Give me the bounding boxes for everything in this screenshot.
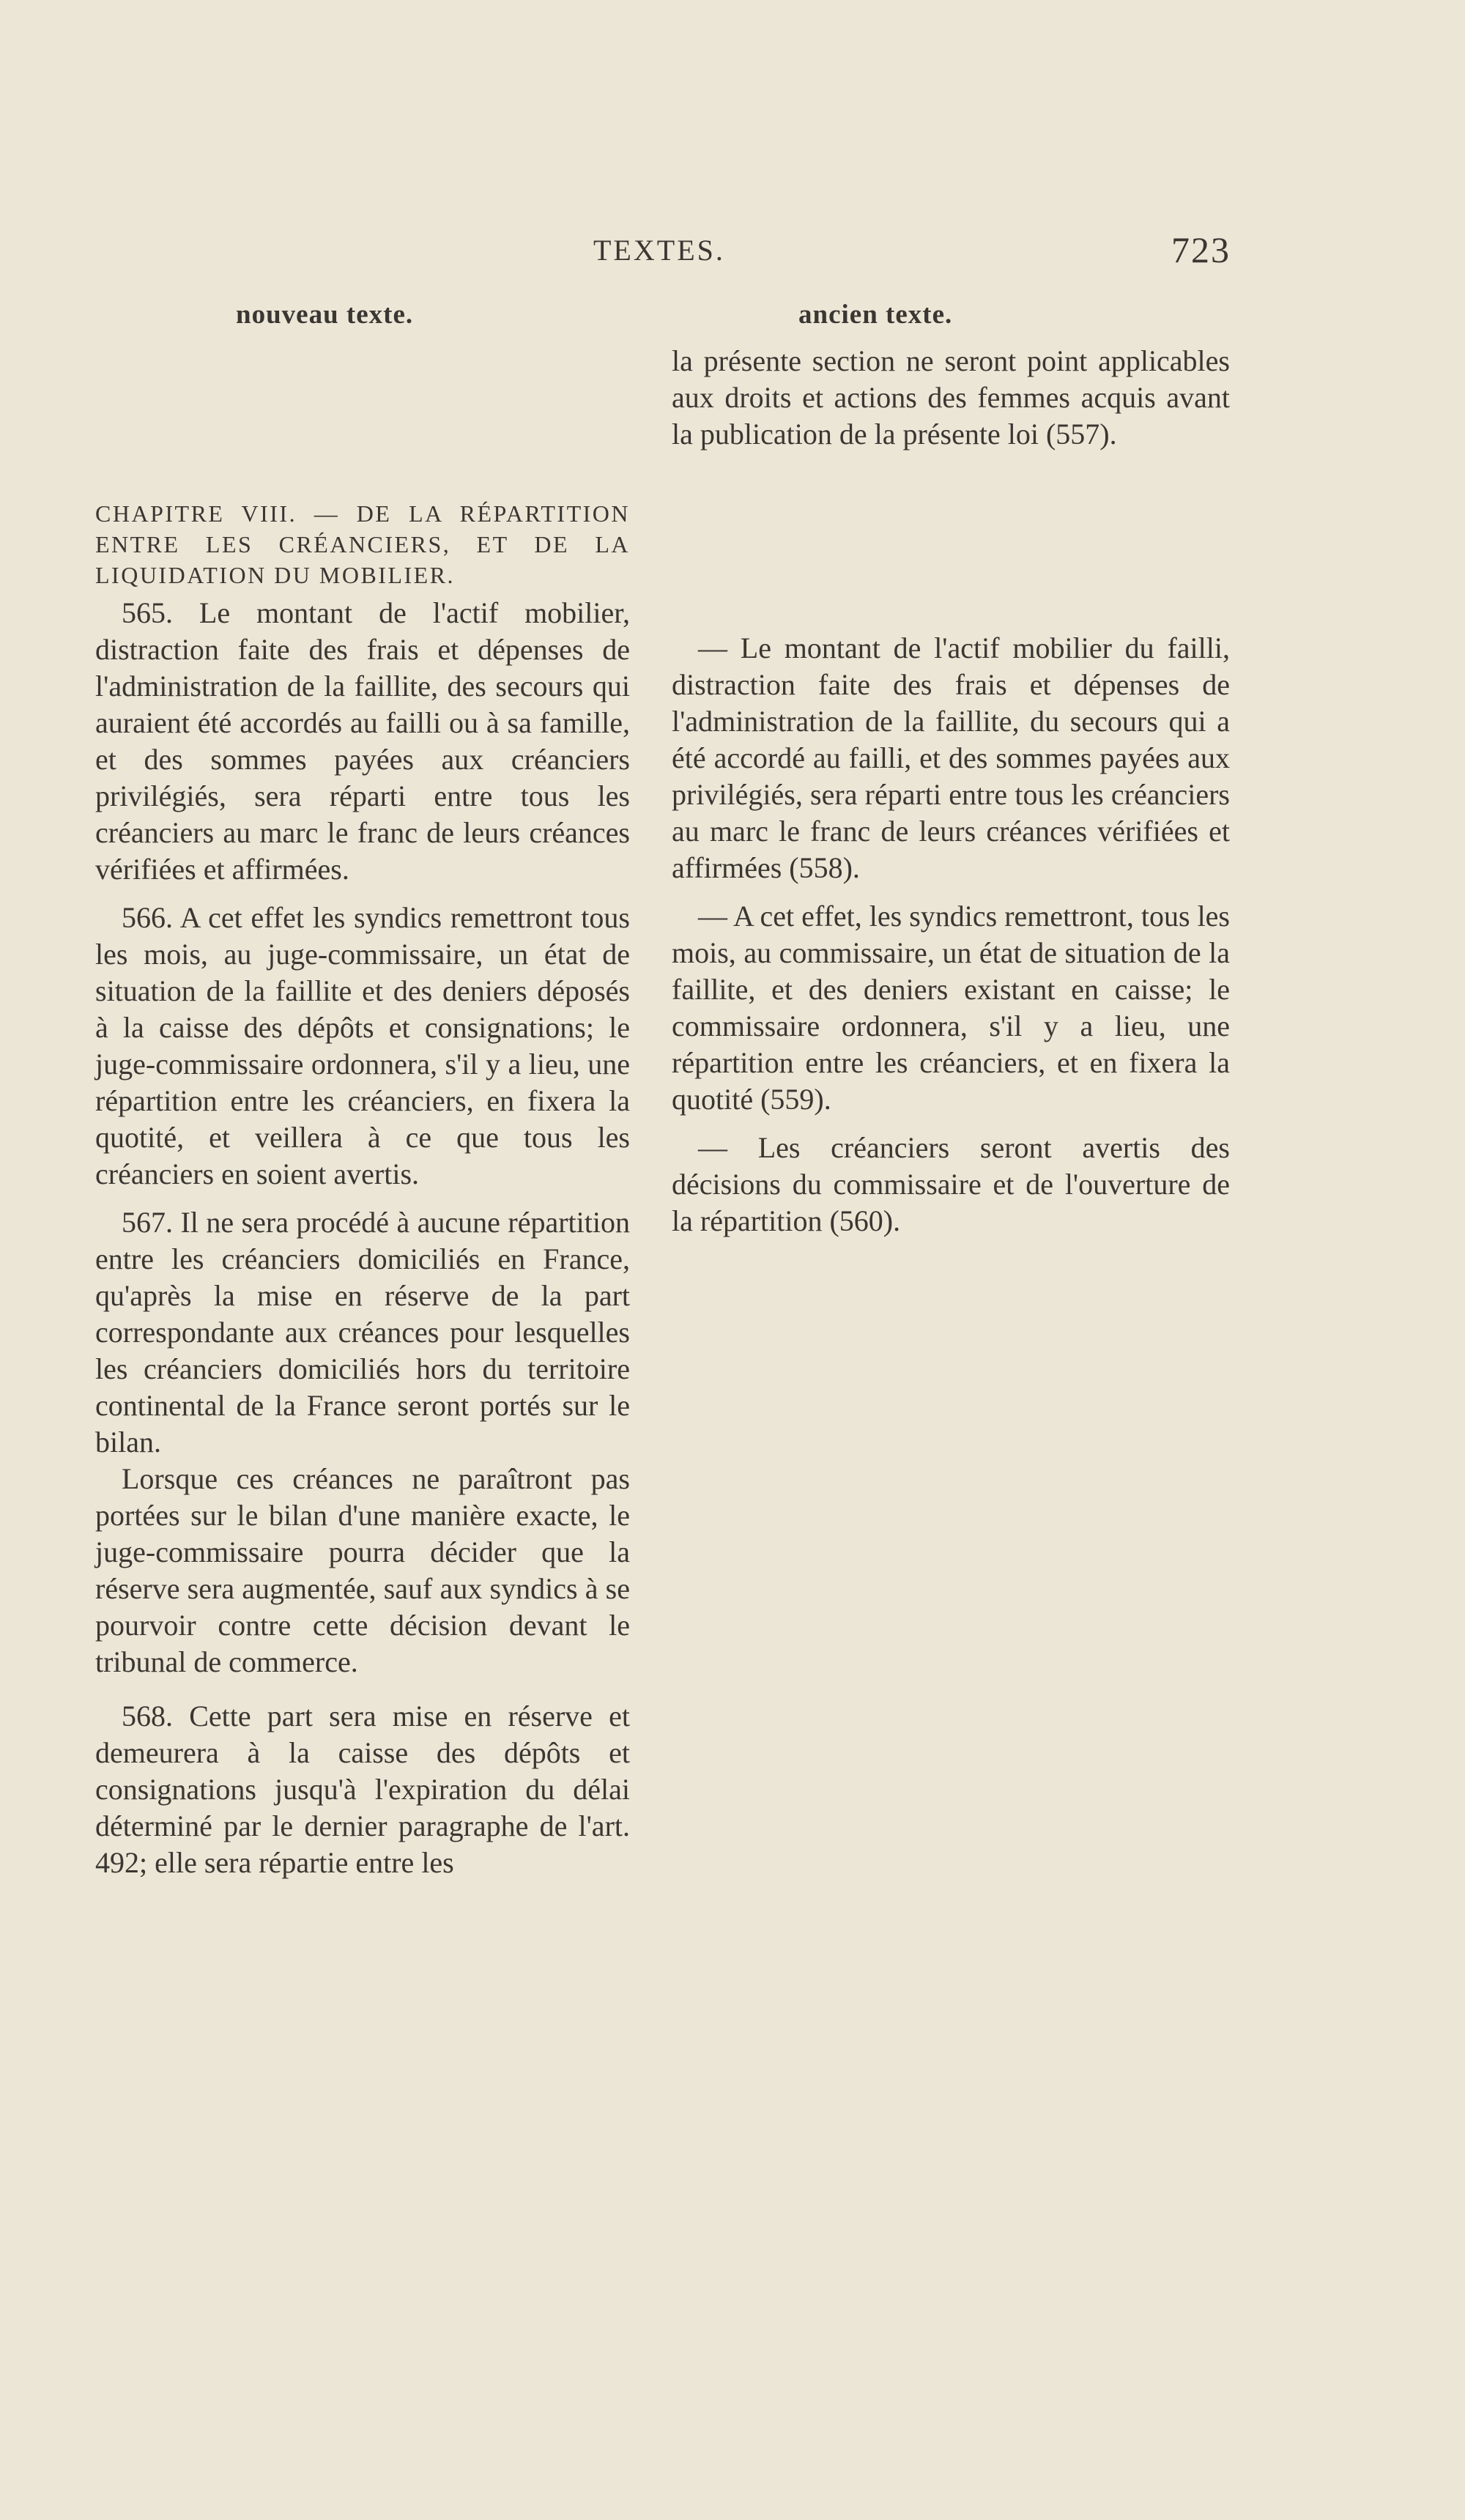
running-title: TEXTES. [593,234,725,267]
article-566: 566. A cet effet les syndics remettront tous les mois, au juge-commissaire, un état de situation de la faillite et des deniers déposés à la caisse des dépôts et consignations; le juge-commissaire ordonnera, s'il y a lieu, une répartition entre les créanciers, en fixera la quotité, et veillera à ce que tous les créanciers en soient avertis. [95,901,630,1190]
running-head [88,229,1231,277]
old-text-paragraph-560: — Les créanciers seront avertis des décisions du commissaire et de l'ouverture de la répartition (560). [672,1131,1230,1237]
article-567: 567. Il ne sera procédé à aucune répartition entre les créanciers domiciliés en France, qu'après la mise en réserve de la part correspondante aux créances pour lesquelles les créanciers domiciliés hors du territoire continental de la France seront portés sur le bilan. [95,1206,630,1459]
old-text-paragraph-558: — Le montant de l'actif mobilier du failli, distraction faite des frais et dépenses de l'administration de la faillite, du secours qui a été accordé au failli, et des sommes payées aux privilégiés, sera réparti entre tous les créanciers au marc le franc de leurs créances vérifiées et affirmées (558). [672,631,1230,884]
old-text-paragraph-559: — A cet effet, les syndics remettront, tous les mois, au commissaire, un état de situation de la faillite, et des deniers existant en caisse; le commissaire ordonnera, s'il y a lieu, une répartition entre les créanciers, et en fixera la quotité (559). [672,900,1230,1116]
article-565: 565. Le montant de l'actif mobilier, distraction faite des frais et dépenses de l'administration de la faillite, des secours qui auraient été accordés au failli ou à sa famille, et des sommes payées aux créanciers privilégiés, sera réparti entre tous les créanciers au marc le franc de leurs créances vérifiées et affirmées. [95,596,630,886]
old-text-paragraph-557: la présente section ne seront point applicables aux droits et actions des femmes acquis avant la publication de la présente loi (557). [672,344,1230,451]
article-568: 568. Cette part sera mise en réserve et demeurera à la caisse des dépôts et consignations jusqu'à l'expiration du délai déterminé par le dernier paragraphe de l'art. 492; elle sera répartie entre les [95,1700,630,1879]
left-column [95,498,630,1881]
right-column [672,343,1230,1239]
chapter-title: CHAPITRE VIII. — DE LA RÉPARTITION ENTRE LES CRÉANCIERS, ET DE LA LIQUIDATION DU MOBILIER. [95,500,630,588]
left-column-heading: nouveau texte. [236,300,414,330]
article-567-paragraph-2: Lorsque ces créances ne paraîtront pas portées sur le bilan d'une manière exacte, le juge-commissaire pourra décider que la réserve sera augmentée, sauf aux syndics à se pourvoir contre cette décision devant le tribunal de commerce. [95,1462,630,1678]
page-number: 723 [1171,229,1231,270]
right-column-heading: ancien texte. [798,300,953,330]
